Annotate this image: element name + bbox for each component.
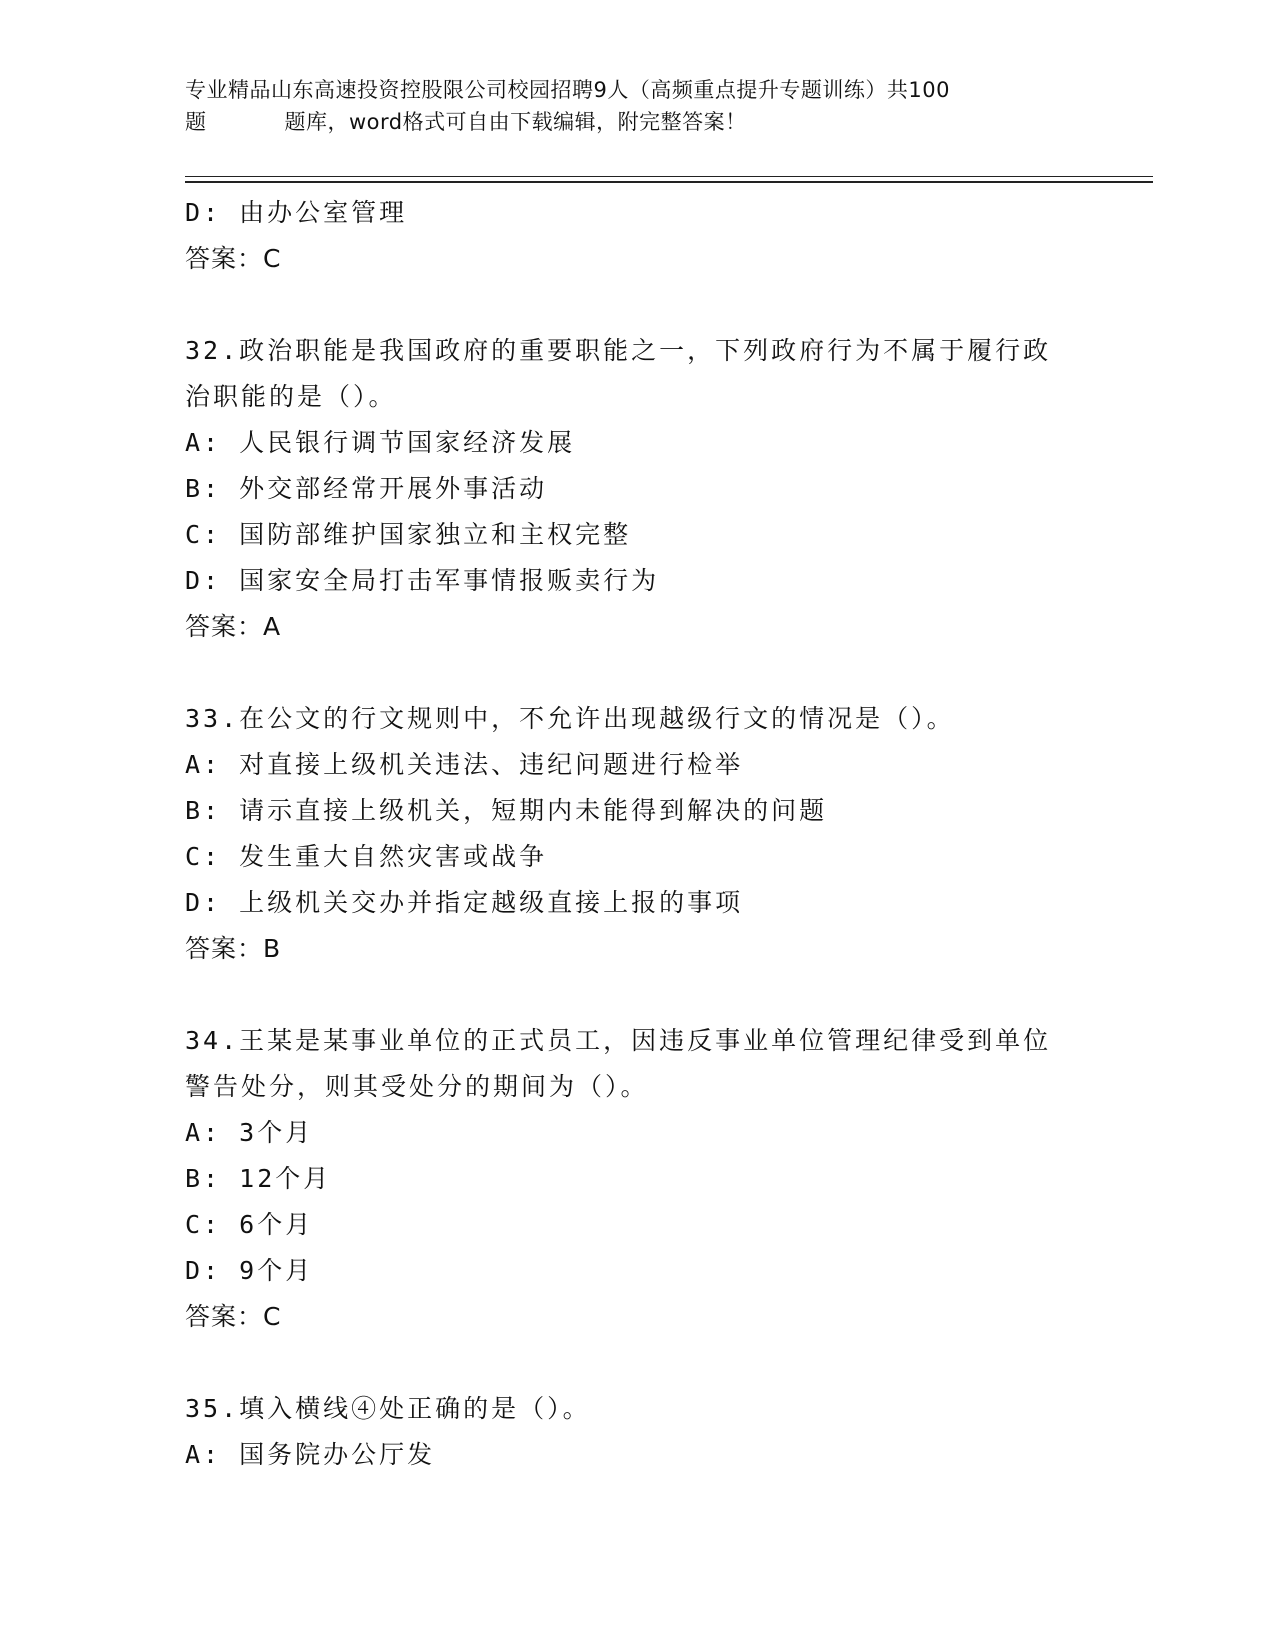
document-header [185, 74, 1085, 138]
option-a: A: 3个月 [185, 1118, 314, 1147]
option-a: A: 人民银行调节国家经济发展 [185, 428, 576, 457]
question-35 [185, 1386, 1085, 1478]
header-title-line-1: 专业精品山东高速投资控股限公司校园招聘9人（高频重点提升专题训练）共100 [185, 78, 950, 102]
answer: 答案：A [185, 612, 282, 641]
header-title-line-2 [185, 106, 1085, 138]
option-d: D: 由办公室管理 [185, 198, 408, 227]
header-divider-thin [185, 176, 1153, 177]
question-stem-line: 33.在公文的行文规则中，不允许出现越级行文的情况是（）。 [185, 704, 955, 733]
option-a: A: 国务院办公厅发 [185, 1440, 436, 1469]
question-stem-line: 32.政治职能是我国政府的重要职能之一，下列政府行为不属于履行政 [185, 336, 1052, 365]
option-d: D: 9个月 [185, 1256, 314, 1285]
answer: 答案：B [185, 934, 282, 963]
question-stem-line: 35.填入横线④处正确的是（）。 [185, 1394, 591, 1423]
option-b: B: 12个月 [185, 1164, 332, 1193]
option-d: D: 国家安全局打击军事情报贩卖行为 [185, 566, 660, 595]
question-stem-line: 34.王某是某事业单位的正式员工，因违反事业单位管理纪律受到单位 [185, 1026, 1052, 1055]
header-line-2-right: 题库，word格式可自由下载编辑，附完整答案！ [284, 110, 747, 134]
question-32 [185, 328, 1085, 650]
question-34 [185, 1018, 1085, 1340]
option-d: D: 上级机关交办并指定越级直接上报的事项 [185, 888, 744, 917]
question-stem-line: 治职能的是（）。 [185, 382, 397, 411]
header-line-2-left: 题 [185, 110, 207, 134]
option-c: C: 发生重大自然灾害或战争 [185, 842, 548, 871]
option-b: B: 请示直接上级机关，短期内未能得到解决的问题 [185, 796, 828, 825]
header-divider-thick [185, 181, 1153, 183]
option-a: A: 对直接上级机关违法、违纪问题进行检举 [185, 750, 744, 779]
answer: 答案：C [185, 244, 282, 273]
question-list [185, 190, 1085, 1478]
question-33 [185, 696, 1085, 972]
question-stem-line: 警告处分，则其受处分的期间为（）。 [185, 1072, 649, 1101]
answer: 答案：C [185, 1302, 282, 1331]
option-c: C: 国防部维护国家独立和主权完整 [185, 520, 632, 549]
option-c: C: 6个月 [185, 1210, 314, 1239]
option-b: B: 外交部经常开展外事活动 [185, 474, 548, 503]
